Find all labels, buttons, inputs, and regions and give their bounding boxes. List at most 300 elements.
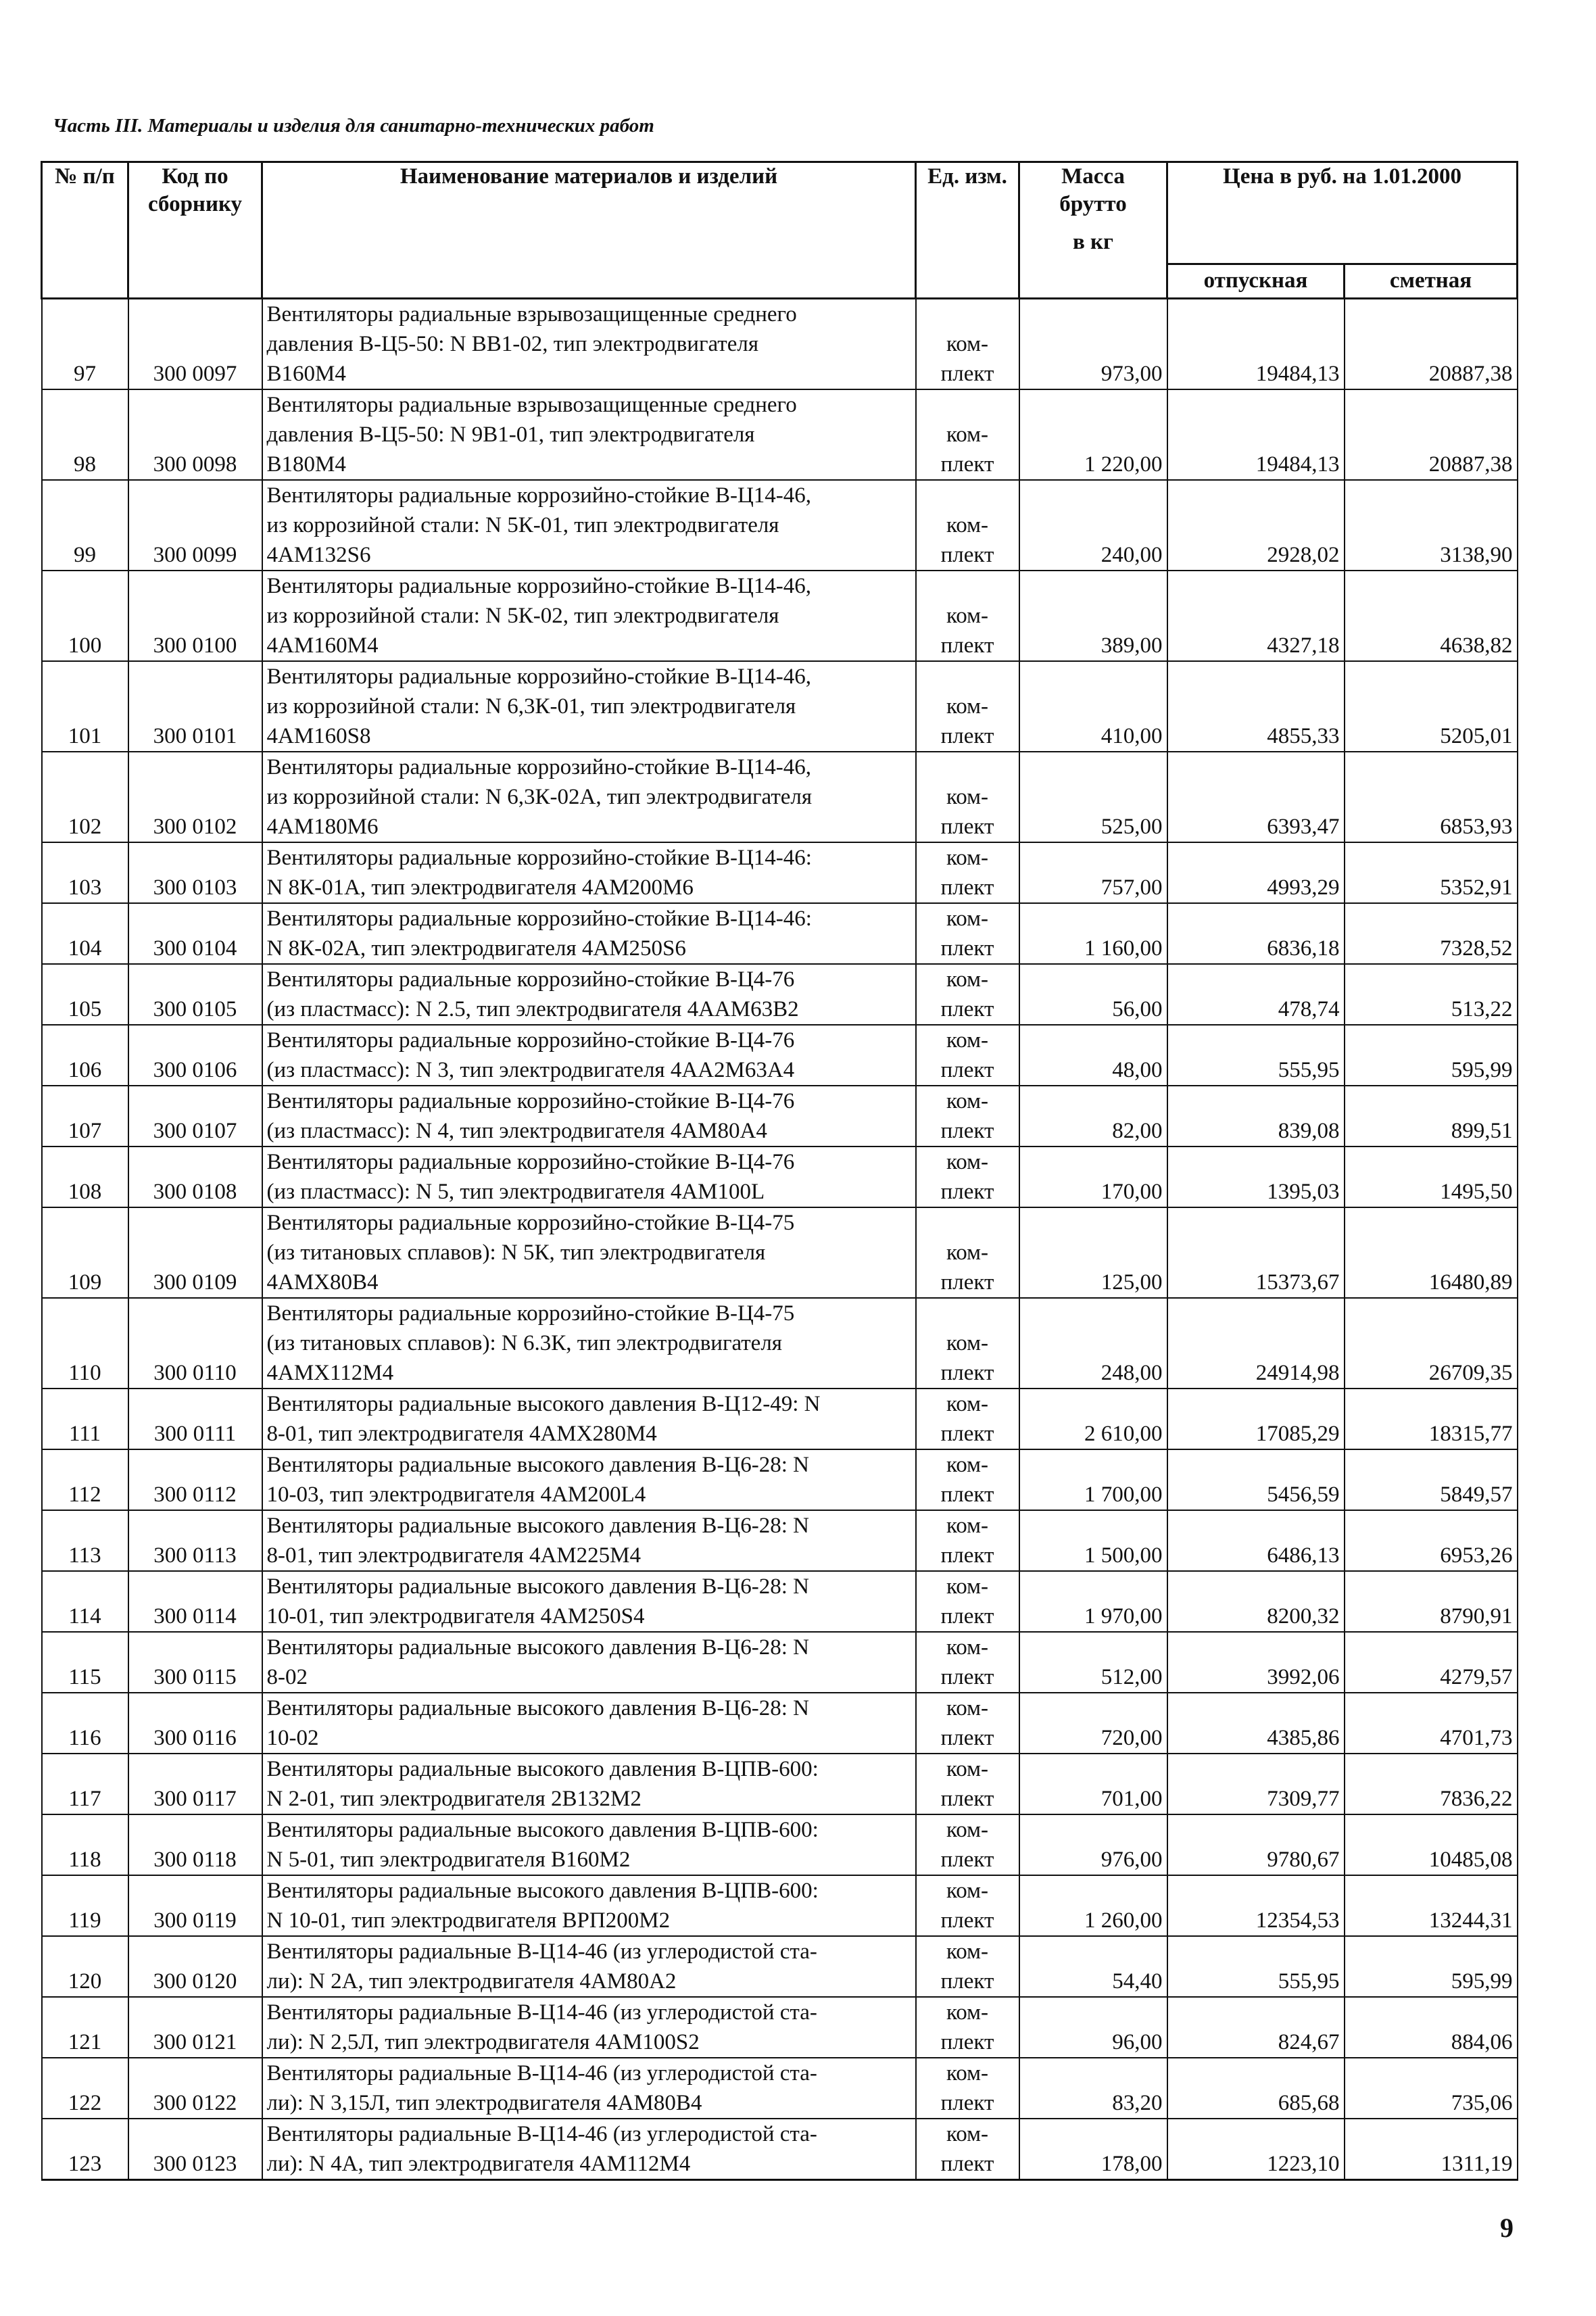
row-number: 120 (42, 1936, 128, 1997)
row-code: 300 0112 (128, 1449, 262, 1510)
row-unit-line: ком- (946, 2122, 989, 2146)
row-massa: 1 500,00 (1019, 1510, 1167, 1571)
row-price-release: 555,95 (1167, 1025, 1345, 1086)
row-name (262, 661, 916, 752)
row-unit-line: ком- (946, 1879, 989, 1903)
table-row (42, 1147, 1518, 1207)
column-header-massa-line1: Масса (1061, 164, 1125, 189)
row-name (262, 1997, 916, 2058)
row-unit-line: плект (940, 815, 994, 839)
row-code: 300 0110 (128, 1298, 262, 1389)
row-price-estimate: 899,51 (1345, 1086, 1518, 1147)
row-unit-line: плект (940, 452, 994, 477)
row-unit-line: ком- (946, 332, 989, 356)
row-name (262, 1449, 916, 1510)
row-name-line: Вентиляторы радиальные высокого давления В-ЦПВ-600: (266, 1757, 819, 1781)
row-name-line: 8-02 (266, 1665, 308, 1689)
table-row (42, 2119, 1518, 2180)
table-row (42, 842, 1518, 903)
row-number: 103 (42, 842, 128, 903)
row-number: 98 (42, 389, 128, 480)
row-name-line: Вентиляторы радиальные коррозийно-стойкие В-Ц4-76 (266, 1089, 795, 1113)
table-row (42, 1754, 1518, 1814)
row-price-estimate: 3138,90 (1345, 480, 1518, 571)
row-name-line: (из титановых сплавов): N 5К, тип электродвигателя (266, 1240, 766, 1265)
row-number: 115 (42, 1632, 128, 1693)
table-row (42, 1997, 1518, 2058)
row-name-line: Вентиляторы радиальные коррозийно-стойкие В-Ц4-76 (266, 1028, 795, 1053)
row-price-estimate: 4279,57 (1345, 1632, 1518, 1693)
row-name (262, 1875, 916, 1936)
row-code: 300 0111 (128, 1389, 262, 1449)
row-name (262, 571, 916, 661)
row-price-release: 4855,33 (1167, 661, 1345, 752)
row-name-line: Вентиляторы радиальные коррозийно-стойкие В-Ц4-75 (266, 1211, 795, 1235)
row-name (262, 2119, 916, 2180)
table-row (42, 1693, 1518, 1754)
row-price-release: 12354,53 (1167, 1875, 1345, 1936)
row-unit (916, 1571, 1019, 1632)
row-name (262, 480, 916, 571)
row-name-line: (из пластмасс): N 3, тип электродвигателя 4АА2М63А4 (266, 1058, 795, 1082)
row-massa: 1 220,00 (1019, 389, 1167, 480)
row-massa: 48,00 (1019, 1025, 1167, 1086)
row-price-estimate: 1495,50 (1345, 1147, 1518, 1207)
table-row (42, 1389, 1518, 1449)
row-name-line: Вентиляторы радиальные коррозийно-стойкие В-Ц14-46: (266, 846, 812, 870)
row-price-estimate: 5205,01 (1345, 661, 1518, 752)
row-name (262, 299, 916, 390)
row-price-release: 2928,02 (1167, 480, 1345, 571)
row-name (262, 2058, 916, 2119)
row-unit-line: плект (940, 1482, 994, 1507)
page-header: Часть III. Материалы и изделия для санитарно-технических работ (53, 115, 654, 137)
row-price-estimate: 5849,57 (1345, 1449, 1518, 1510)
row-price-release: 6836,18 (1167, 903, 1345, 964)
row-price-release: 478,74 (1167, 964, 1345, 1025)
row-name-line: 8-01, тип электродвигателя 4АМХ280М4 (266, 1422, 657, 1446)
row-unit-line: плект (940, 1787, 994, 1811)
row-name-line: Вентиляторы радиальные коррозийно-стойкие В-Ц4-76 (266, 967, 795, 992)
row-name (262, 1754, 916, 1814)
column-header-massa (1019, 162, 1167, 299)
row-code: 300 0104 (128, 903, 262, 964)
row-unit-line: ком- (946, 785, 989, 809)
row-name-line: Вентиляторы радиальные коррозийно-стойкие В-Ц4-75 (266, 1301, 795, 1326)
row-massa: 976,00 (1019, 1814, 1167, 1875)
row-unit-line: ком- (946, 1818, 989, 1842)
row-unit-line: ком- (946, 604, 989, 628)
row-number: 99 (42, 480, 128, 571)
row-number: 116 (42, 1693, 128, 1754)
row-code: 300 0116 (128, 1693, 262, 1754)
row-price-release: 17085,29 (1167, 1389, 1345, 1449)
row-name-line: Вентиляторы радиальные взрывозащищенные среднего (266, 302, 797, 327)
row-price-release: 1223,10 (1167, 2119, 1345, 2180)
row-unit-line: плект (940, 724, 994, 748)
row-unit (916, 964, 1019, 1025)
row-name-line: 10-02 (266, 1726, 319, 1750)
row-unit (916, 1997, 1019, 2058)
table-row (42, 1025, 1518, 1086)
column-header-price: Цена в руб. на 1.01.2000 (1167, 162, 1518, 264)
table-row (42, 1936, 1518, 1997)
row-name-line: Вентиляторы радиальные В-Ц14-46 (из углеродистой ста- (266, 1939, 817, 1964)
row-price-estimate: 1311,19 (1345, 2119, 1518, 2180)
row-unit-line: плект (940, 1119, 994, 1143)
row-price-estimate: 20887,38 (1345, 299, 1518, 390)
row-name-line: давления В-Ц5-50: N 9В1-01, тип электродвигателя (266, 423, 755, 447)
row-price-release: 824,67 (1167, 1997, 1345, 2058)
row-name-line: N 10-01, тип электродвигателя ВРП200М2 (266, 1908, 671, 1933)
row-massa: 720,00 (1019, 1693, 1167, 1754)
row-massa: 83,20 (1019, 2058, 1167, 2119)
row-name-line: Вентиляторы радиальные высокого давления В-ЦПВ-600: (266, 1818, 819, 1842)
row-unit-line: ком- (946, 1574, 989, 1599)
row-code: 300 0102 (128, 752, 262, 842)
row-name (262, 1298, 916, 1389)
table-row (42, 1207, 1518, 1298)
row-unit (916, 752, 1019, 842)
row-name-line: Вентиляторы радиальные коррозийно-стойкие В-Ц14-46, (266, 574, 812, 598)
row-code: 300 0099 (128, 480, 262, 571)
row-unit (916, 1754, 1019, 1814)
row-massa: 973,00 (1019, 299, 1167, 390)
row-unit (916, 1632, 1019, 1693)
table-row (42, 1875, 1518, 1936)
row-name-line: 8-01, тип электродвигателя 4АМ225М4 (266, 1543, 641, 1568)
column-header-name: Наименование материалов и изделий (262, 162, 916, 299)
row-price-estimate: 26709,35 (1345, 1298, 1518, 1389)
row-number: 114 (42, 1571, 128, 1632)
column-header-massa-line3: в кг (1072, 229, 1114, 254)
row-unit (916, 842, 1019, 903)
row-price-release: 9780,67 (1167, 1814, 1345, 1875)
row-number: 119 (42, 1875, 128, 1936)
row-name-line: Вентиляторы радиальные В-Ц14-46 (из углеродистой ста- (266, 2061, 817, 2085)
row-unit-line: плект (940, 1422, 994, 1446)
row-number: 123 (42, 2119, 128, 2180)
table-row (42, 2058, 1518, 2119)
row-unit-line: ком- (946, 967, 989, 992)
row-name-line: 10-03, тип электродвигателя 4АМ200L4 (266, 1482, 646, 1507)
row-number: 121 (42, 1997, 128, 2058)
row-unit (916, 1025, 1019, 1086)
row-massa: 1 260,00 (1019, 1875, 1167, 1936)
row-number: 113 (42, 1510, 128, 1571)
row-name-line: В160М4 (266, 362, 346, 386)
row-name-line: Вентиляторы радиальные коррозийно-стойкие В-Ц4-76 (266, 1150, 795, 1174)
row-unit-line: ком- (946, 1028, 989, 1053)
row-name (262, 1147, 916, 1207)
column-header-price-release: отпускная (1167, 264, 1345, 299)
row-price-release: 3992,06 (1167, 1632, 1345, 1693)
row-price-release: 24914,98 (1167, 1298, 1345, 1389)
row-code: 300 0118 (128, 1814, 262, 1875)
row-unit-line: ком- (946, 1514, 989, 1538)
row-number: 104 (42, 903, 128, 964)
row-massa: 512,00 (1019, 1632, 1167, 1693)
row-massa: 410,00 (1019, 661, 1167, 752)
row-code: 300 0119 (128, 1875, 262, 1936)
column-header-massa-line2: брутто (1059, 192, 1127, 217)
row-price-release: 15373,67 (1167, 1207, 1345, 1298)
row-price-estimate: 513,22 (1345, 964, 1518, 1025)
row-unit-line: ком- (946, 1150, 989, 1174)
row-name-line: (из пластмасс): N 5, тип электродвигателя 4АМ100L (266, 1180, 765, 1204)
row-unit (916, 1814, 1019, 1875)
row-unit-line: плект (940, 1543, 994, 1568)
row-number: 118 (42, 1814, 128, 1875)
row-price-release: 839,08 (1167, 1086, 1345, 1147)
row-unit (916, 389, 1019, 480)
row-name-line: Вентиляторы радиальные высокого давления В-Ц6-28: N (266, 1696, 809, 1720)
row-name-line: Вентиляторы радиальные высокого давления В-Ц6-28: N (266, 1574, 809, 1599)
row-price-release: 555,95 (1167, 1936, 1345, 1997)
row-price-estimate: 20887,38 (1345, 389, 1518, 480)
row-unit-line: плект (940, 1361, 994, 1385)
row-price-estimate: 884,06 (1345, 1997, 1518, 2058)
row-name-line: N 2-01, тип электродвигателя 2В132М2 (266, 1787, 642, 1811)
row-massa: 525,00 (1019, 752, 1167, 842)
table-row (42, 1632, 1518, 1693)
page-number: 9 (1500, 2213, 1514, 2243)
row-price-release: 685,68 (1167, 2058, 1345, 2119)
row-unit-line: ком- (946, 1635, 989, 1660)
row-name-line: ли): N 3,15Л, тип электродвигателя 4АМ80В4 (266, 2091, 702, 2115)
row-unit-line: плект (940, 1604, 994, 1629)
row-number: 106 (42, 1025, 128, 1086)
table-row (42, 571, 1518, 661)
row-price-release: 8200,32 (1167, 1571, 1345, 1632)
row-unit-line: плект (940, 1908, 994, 1933)
row-unit-line: плект (940, 1969, 994, 1994)
row-massa: 54,40 (1019, 1936, 1167, 1997)
row-name-line: 4АМ180М6 (266, 815, 379, 839)
row-name-line: Вентиляторы радиальные В-Ц14-46 (из углеродистой ста- (266, 2122, 817, 2146)
table-row (42, 389, 1518, 480)
row-name-line: Вентиляторы радиальные высокого давления В-Ц12-49: N (266, 1392, 821, 1416)
row-name-line: 4АМХ112М4 (266, 1361, 394, 1385)
row-code: 300 0100 (128, 571, 262, 661)
row-number: 101 (42, 661, 128, 752)
row-name-line: ли): N 4А, тип электродвигателя 4АМ112М4 (266, 2152, 691, 2176)
row-price-estimate: 7836,22 (1345, 1754, 1518, 1814)
row-price-estimate: 13244,31 (1345, 1875, 1518, 1936)
row-unit-line: плект (940, 1726, 994, 1750)
row-unit (916, 661, 1019, 752)
row-name-line: из коррозийной стали: N 5К-02, тип электродвигателя (266, 604, 779, 628)
row-price-release: 4327,18 (1167, 571, 1345, 661)
row-code: 300 0109 (128, 1207, 262, 1298)
row-price-release: 6393,47 (1167, 752, 1345, 842)
column-header-price-estimate: сметная (1345, 264, 1518, 299)
row-unit-line: плект (940, 2152, 994, 2176)
row-unit (916, 1510, 1019, 1571)
row-name (262, 389, 916, 480)
row-name-line: (из пластмасс): N 4, тип электродвигателя 4АМ80А4 (266, 1119, 767, 1143)
table-row (42, 1510, 1518, 1571)
row-number: 107 (42, 1086, 128, 1147)
row-code: 300 0107 (128, 1086, 262, 1147)
table-row (42, 1814, 1518, 1875)
row-unit-line: ком- (946, 2061, 989, 2085)
row-price-estimate: 735,06 (1345, 2058, 1518, 2119)
table-row (42, 1571, 1518, 1632)
row-name (262, 1814, 916, 1875)
row-unit (916, 1449, 1019, 1510)
table-row (42, 1298, 1518, 1389)
row-massa: 1 970,00 (1019, 1571, 1167, 1632)
row-code: 300 0117 (128, 1754, 262, 1814)
row-name-line: (из пластмасс): N 2.5, тип электродвигателя 4ААМ63В2 (266, 997, 799, 1021)
row-unit-line: плект (940, 997, 994, 1021)
row-name-line: ли): N 2,5Л, тип электродвигателя 4АМ100S2 (266, 2030, 700, 2054)
row-price-release: 19484,13 (1167, 299, 1345, 390)
row-code: 300 0115 (128, 1632, 262, 1693)
row-code: 300 0103 (128, 842, 262, 903)
row-unit-line: плект (940, 362, 994, 386)
row-code: 300 0097 (128, 299, 262, 390)
row-code: 300 0114 (128, 1571, 262, 1632)
table-row (42, 1086, 1518, 1147)
row-price-estimate: 5352,91 (1345, 842, 1518, 903)
row-name-line: Вентиляторы радиальные коррозийно-стойкие В-Ц14-46, (266, 755, 812, 779)
row-name (262, 1086, 916, 1147)
row-number: 112 (42, 1449, 128, 1510)
row-name (262, 903, 916, 964)
row-massa: 125,00 (1019, 1207, 1167, 1298)
row-name-line: Вентиляторы радиальные высокого давления В-Ц6-28: N (266, 1635, 809, 1660)
row-price-release: 1395,03 (1167, 1147, 1345, 1207)
row-name-line: (из титановых сплавов): N 6.3К, тип электродвигателя (266, 1331, 782, 1355)
row-massa: 1 160,00 (1019, 903, 1167, 964)
row-unit (916, 1086, 1019, 1147)
row-unit-line: ком- (946, 1392, 989, 1416)
row-price-estimate: 595,99 (1345, 1025, 1518, 1086)
row-number: 117 (42, 1754, 128, 1814)
row-unit (916, 1389, 1019, 1449)
row-unit-line: ком- (946, 1453, 989, 1477)
row-price-estimate: 4638,82 (1345, 571, 1518, 661)
row-name (262, 1389, 916, 1449)
row-unit-line: ком- (946, 1240, 989, 1265)
row-price-estimate: 6953,26 (1345, 1510, 1518, 1571)
row-massa: 240,00 (1019, 480, 1167, 571)
table-row (42, 752, 1518, 842)
row-unit-line: ком- (946, 907, 989, 931)
row-unit-line: ком- (946, 513, 989, 537)
row-unit (916, 2058, 1019, 2119)
row-unit-line: ком- (946, 694, 989, 719)
row-price-estimate: 8790,91 (1345, 1571, 1518, 1632)
row-name-line: из коррозийной стали: N 6,3К-01, тип электродвигателя (266, 694, 796, 719)
row-number: 100 (42, 571, 128, 661)
row-number: 111 (42, 1389, 128, 1449)
row-price-release: 4993,29 (1167, 842, 1345, 903)
row-code: 300 0120 (128, 1936, 262, 1997)
row-unit (916, 1147, 1019, 1207)
row-name-line: В180М4 (266, 452, 346, 477)
row-massa: 56,00 (1019, 964, 1167, 1025)
row-unit-line: плект (940, 543, 994, 567)
row-unit-line: плект (940, 1848, 994, 1872)
table-row (42, 903, 1518, 964)
row-code: 300 0106 (128, 1025, 262, 1086)
row-price-estimate: 4701,73 (1345, 1693, 1518, 1754)
row-name-line: давления В-Ц5-50: N ВВ1-02, тип электродвигателя (266, 332, 758, 356)
row-unit-line: плект (940, 1058, 994, 1082)
row-code: 300 0101 (128, 661, 262, 752)
row-unit (916, 480, 1019, 571)
row-name-line: Вентиляторы радиальные коррозийно-стойкие В-Ц14-46: (266, 907, 812, 931)
row-unit (916, 1298, 1019, 1389)
table-row (42, 480, 1518, 571)
row-name-line: Вентиляторы радиальные коррозийно-стойкие В-Ц14-46, (266, 483, 812, 508)
row-unit-line: ком- (946, 846, 989, 870)
table-row (42, 299, 1518, 390)
row-unit-line: ком- (946, 423, 989, 447)
row-unit-line: ком- (946, 1939, 989, 1964)
row-number: 102 (42, 752, 128, 842)
row-name-line: Вентиляторы радиальные коррозийно-стойкие В-Ц14-46, (266, 665, 812, 689)
row-number: 108 (42, 1147, 128, 1207)
row-unit-line: плект (940, 875, 994, 900)
row-code: 300 0121 (128, 1997, 262, 2058)
table-row (42, 661, 1518, 752)
row-unit (916, 1936, 1019, 1997)
row-price-estimate: 7328,52 (1345, 903, 1518, 964)
row-price-estimate: 6853,93 (1345, 752, 1518, 842)
row-unit-line: ком- (946, 1696, 989, 1720)
row-name (262, 1025, 916, 1086)
row-number: 110 (42, 1298, 128, 1389)
row-price-release: 5456,59 (1167, 1449, 1345, 1510)
row-name-line: Вентиляторы радиальные взрывозащищенные среднего (266, 393, 797, 417)
row-massa: 170,00 (1019, 1147, 1167, 1207)
row-unit-line: плект (940, 936, 994, 961)
row-name-line: Вентиляторы радиальные высокого давления В-Ц6-28: N (266, 1514, 809, 1538)
row-unit-line: плект (940, 633, 994, 658)
row-price-release: 7309,77 (1167, 1754, 1345, 1814)
row-price-estimate: 595,99 (1345, 1936, 1518, 1997)
row-code: 300 0123 (128, 2119, 262, 2180)
row-number: 97 (42, 299, 128, 390)
row-massa: 82,00 (1019, 1086, 1167, 1147)
table-body (42, 299, 1518, 2180)
row-name-line: 4АМХ80В4 (266, 1270, 379, 1295)
row-name (262, 752, 916, 842)
row-unit-line: плект (940, 1270, 994, 1295)
row-price-release: 6486,13 (1167, 1510, 1345, 1571)
row-price-estimate: 18315,77 (1345, 1389, 1518, 1449)
row-name (262, 1632, 916, 1693)
row-name (262, 1207, 916, 1298)
row-code: 300 0105 (128, 964, 262, 1025)
row-name-line: Вентиляторы радиальные В-Ц14-46 (из углеродистой ста- (266, 2000, 817, 2025)
row-name-line: N 8К-02А, тип электродвигателя 4АМ250S6 (266, 936, 686, 961)
row-unit (916, 2119, 1019, 2180)
row-name-line: Вентиляторы радиальные высокого давления В-ЦПВ-600: (266, 1879, 819, 1903)
row-unit (916, 299, 1019, 390)
table-row (42, 964, 1518, 1025)
row-price-estimate: 16480,89 (1345, 1207, 1518, 1298)
row-code: 300 0113 (128, 1510, 262, 1571)
column-header-unit: Ед. изм. (916, 162, 1019, 299)
table-row (42, 1449, 1518, 1510)
row-name-line: 4АМ160М4 (266, 633, 379, 658)
row-unit-line: плект (940, 1665, 994, 1689)
